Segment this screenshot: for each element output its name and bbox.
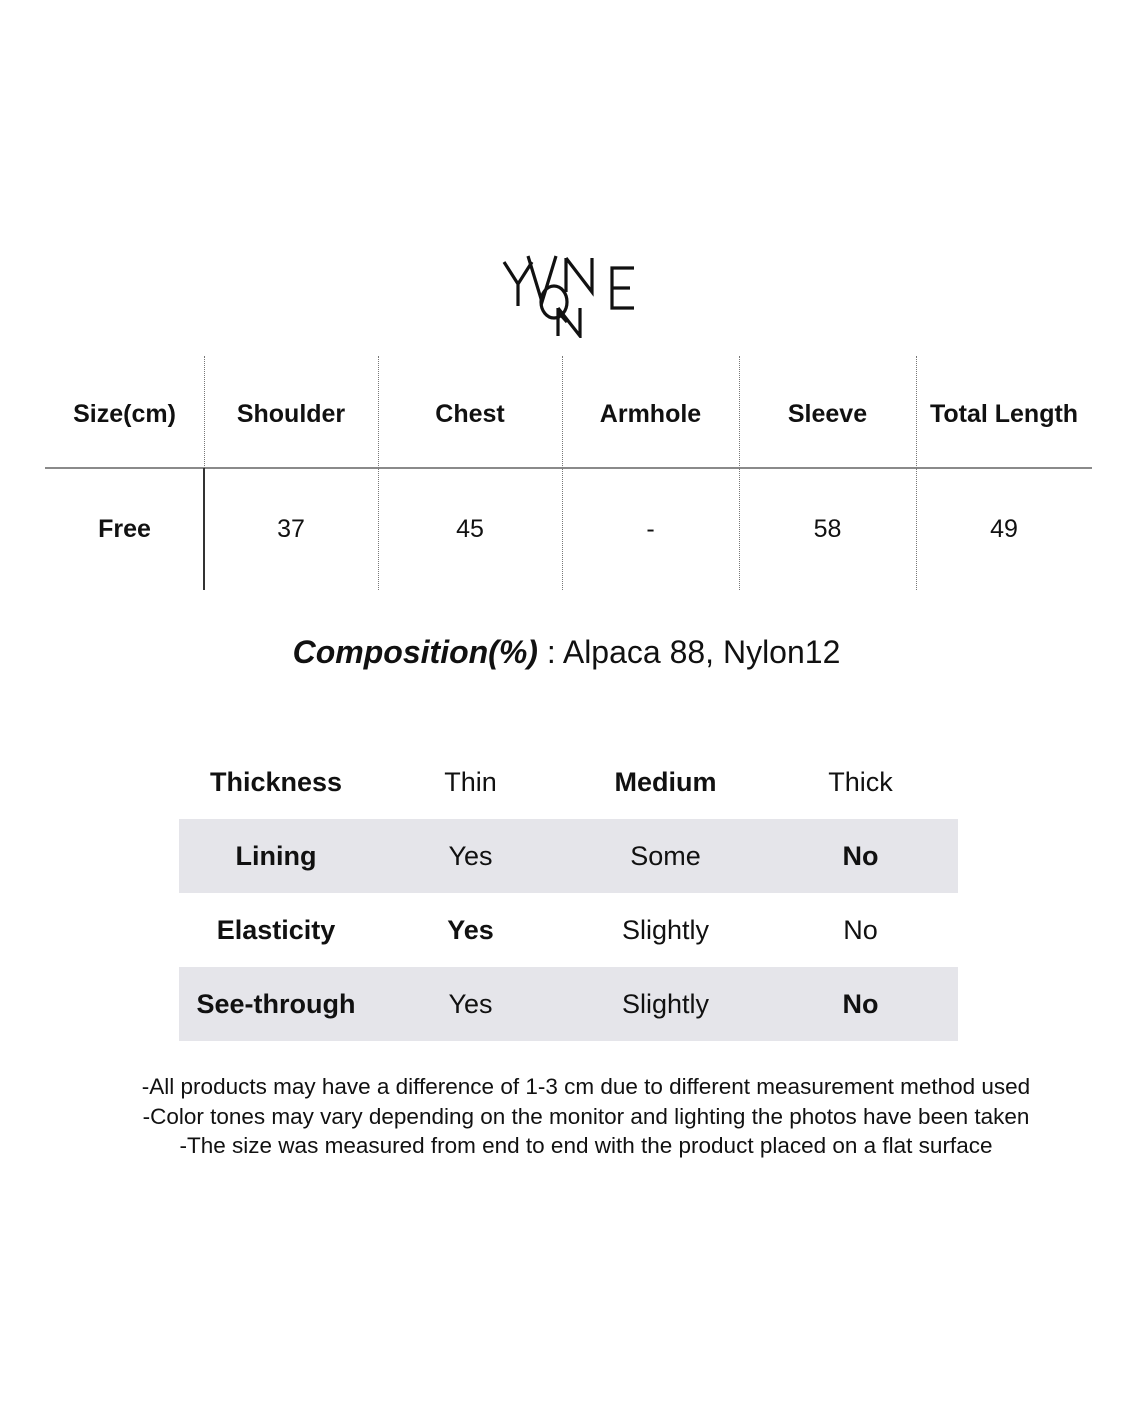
note-line: -Color tones may vary depending on the monitor and lighting the photos have been taken bbox=[142, 1103, 1030, 1129]
column-divider bbox=[916, 356, 917, 590]
composition-value: Alpaca 88, Nylon12 bbox=[562, 634, 841, 670]
note-line: -The size was measured from end to end with the product placed on a flat surface bbox=[179, 1133, 993, 1158]
size-value-armhole: - bbox=[646, 514, 655, 543]
composition-label: Composition(%) bbox=[292, 634, 538, 670]
attribute-row-lining bbox=[179, 819, 958, 893]
note-line: -All products may have a difference of 1-3 cm due to different measurement method used bbox=[141, 1074, 1031, 1099]
size-table bbox=[45, 356, 1092, 590]
column-divider bbox=[739, 356, 740, 590]
size-value-sleeve: 58 bbox=[813, 514, 842, 543]
attribute-option-selected: No bbox=[842, 840, 879, 871]
attribute-label: See-through bbox=[196, 988, 356, 1019]
attribute-option: Yes bbox=[448, 988, 493, 1019]
attribute-label: Elasticity bbox=[216, 914, 336, 945]
size-header-size: Size(cm) bbox=[73, 399, 176, 428]
attribute-row-see-through bbox=[179, 967, 958, 1041]
attribute-option-selected: Yes bbox=[447, 914, 494, 945]
row-label-divider bbox=[203, 468, 205, 590]
yvonne-monogram-logo-icon bbox=[500, 246, 640, 338]
attribute-option: No bbox=[843, 914, 878, 945]
size-table-header-row bbox=[45, 356, 1092, 468]
disclaimer-notes bbox=[0, 1072, 1133, 1161]
attribute-row-elasticity bbox=[179, 893, 958, 967]
attribute-label: Lining bbox=[235, 840, 317, 871]
size-value-shoulder: 37 bbox=[277, 514, 305, 543]
composition-line bbox=[0, 634, 1133, 671]
attribute-option: Slightly bbox=[621, 988, 710, 1019]
attribute-option: Thick bbox=[828, 766, 893, 797]
composition-separator: : bbox=[537, 634, 563, 670]
attribute-option-selected: No bbox=[842, 988, 879, 1019]
size-header-total-length: Total Length bbox=[929, 399, 1079, 428]
attribute-option: Some bbox=[630, 840, 701, 871]
size-value-size: Free bbox=[98, 514, 151, 543]
attribute-row-thickness bbox=[179, 745, 958, 819]
attribute-label: Thickness bbox=[209, 766, 343, 797]
attribute-option: Slightly bbox=[621, 914, 710, 945]
size-header-sleeve: Sleeve bbox=[787, 399, 868, 428]
column-divider bbox=[562, 356, 563, 590]
size-header-armhole: Armhole bbox=[599, 399, 702, 428]
size-header-shoulder: Shoulder bbox=[236, 399, 346, 428]
size-value-total-length: 49 bbox=[990, 514, 1018, 543]
brand-logo bbox=[500, 246, 640, 338]
size-header-chest: Chest bbox=[435, 399, 505, 428]
attribute-option-selected: Medium bbox=[614, 766, 717, 797]
fabric-attributes-table bbox=[179, 745, 958, 1041]
size-value-chest: 45 bbox=[456, 514, 484, 543]
attribute-option: Thin bbox=[444, 766, 497, 797]
column-divider bbox=[378, 356, 379, 590]
column-divider bbox=[204, 356, 205, 468]
attribute-option: Yes bbox=[448, 840, 493, 871]
